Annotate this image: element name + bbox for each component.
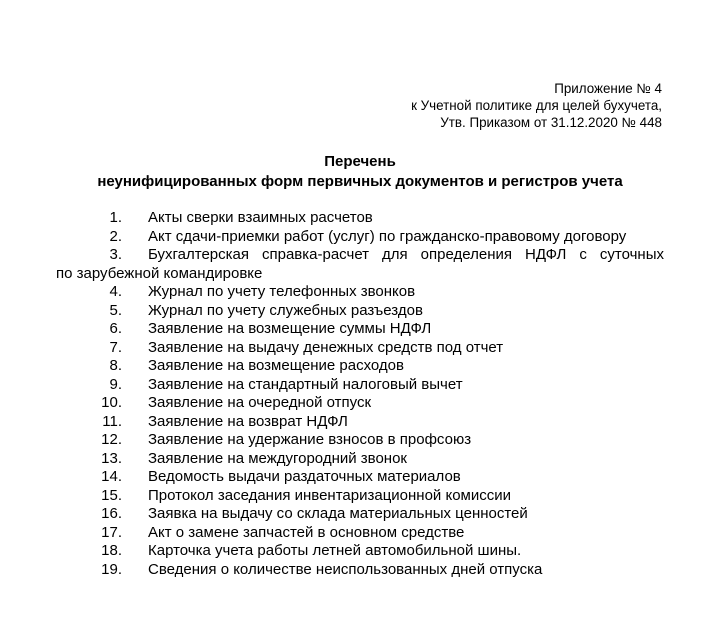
- list-item-number: 11.: [102, 412, 122, 430]
- list-item-number: 5.: [109, 301, 122, 319]
- list-item-text: Журнал по учету служебных разъездов: [148, 301, 423, 319]
- list-item-number: 12.: [101, 431, 122, 448]
- list-item-text: Заявление на очередной отпуск: [148, 394, 372, 411]
- forms-list: [56, 209, 664, 579]
- list-item: [56, 561, 664, 580]
- list-item-text: Заявление на междугородний звонок: [148, 449, 407, 467]
- list-item-number: 9.: [109, 375, 122, 393]
- list-item-text: Карточка учета работы летней автомобильной шины.: [148, 542, 522, 559]
- list-item: [56, 394, 664, 413]
- list-item: [56, 468, 664, 487]
- list-item-text: Заявление на возврат НДФЛ: [148, 412, 348, 430]
- list-item-text-line1: Бухгалтерская справка-расчет для определения НДФЛ с суточных: [148, 246, 664, 263]
- list-item-number: 7.: [109, 338, 122, 356]
- list-item: [56, 320, 664, 339]
- list-item-number: 8.: [109, 357, 122, 374]
- list-item-text: Протокол заседания инвентаризационной комиссии: [148, 486, 511, 504]
- list-item: [56, 302, 664, 321]
- list-item-number: 1.: [109, 209, 122, 226]
- list-item: [56, 431, 664, 450]
- list-item-text: Ведомость выдачи раздаточных материалов: [148, 468, 461, 485]
- list-item-text: Акт сдачи-приемки работ (услуг) по гражданско-правовому договору: [148, 227, 627, 245]
- list-item: [56, 542, 664, 561]
- list-item-text: Журнал по учету телефонных звонков: [148, 283, 416, 300]
- list-item: [56, 505, 664, 524]
- list-item-number: 10.: [101, 394, 122, 411]
- list-item-number: 3.: [109, 246, 122, 263]
- list-item-text: Акты сверки взаимных расчетов: [148, 209, 373, 226]
- appendix-reference: к Учетной политике для целей бухучета,: [411, 98, 662, 113]
- list-item-number: 14.: [101, 468, 122, 485]
- list-item-text: Заявление на возмещение суммы НДФЛ: [148, 320, 432, 337]
- appendix-number: Приложение № 4: [554, 81, 662, 96]
- list-item-number: 18.: [101, 542, 122, 559]
- list-item: [56, 209, 664, 228]
- list-item: [56, 450, 664, 469]
- list-item-number: 19.: [101, 560, 122, 578]
- list-item-text: Заявление на удержание взносов в профсоюз: [148, 431, 472, 448]
- list-item-number: 6.: [109, 320, 122, 337]
- list-item: [56, 413, 664, 432]
- list-item-number: 2.: [109, 227, 122, 245]
- appendix-approval: Утв. Приказом от 31.12.2020 № 448: [440, 115, 662, 130]
- list-item-text-line2: по зарубежной командировке: [56, 264, 263, 282]
- list-item-text: Акт о замене запчастей в основном средстве: [148, 523, 465, 541]
- list-item-number: 13.: [101, 449, 122, 467]
- list-item: [56, 283, 664, 302]
- list-item-number: 16.: [101, 505, 122, 522]
- list-item: [56, 228, 664, 247]
- list-item-text: Заявление на возмещение расходов: [148, 357, 404, 374]
- appendix-header: [411, 80, 662, 131]
- list-item: [56, 339, 664, 358]
- list-item: [56, 376, 664, 395]
- list-item-text: Заявление на стандартный налоговый вычет: [148, 375, 463, 393]
- list-item: [56, 357, 664, 376]
- list-item: [56, 487, 664, 506]
- list-item-number: 15.: [101, 486, 122, 504]
- list-item-number: 17.: [101, 523, 122, 541]
- list-item: [56, 524, 664, 543]
- list-item-text: Сведения о количестве неиспользованных дней отпуска: [148, 560, 543, 578]
- document-title: Перечень: [324, 153, 396, 170]
- list-item-text: Заявка на выдачу со склада материальных ценностей: [148, 505, 528, 522]
- document-subtitle: неунифицированных форм первичных документов и регистров учета: [97, 173, 623, 190]
- list-item: [56, 246, 664, 283]
- list-item-number: 4.: [109, 283, 122, 300]
- list-item-text: Заявление на выдачу денежных средств под отчет: [148, 338, 504, 356]
